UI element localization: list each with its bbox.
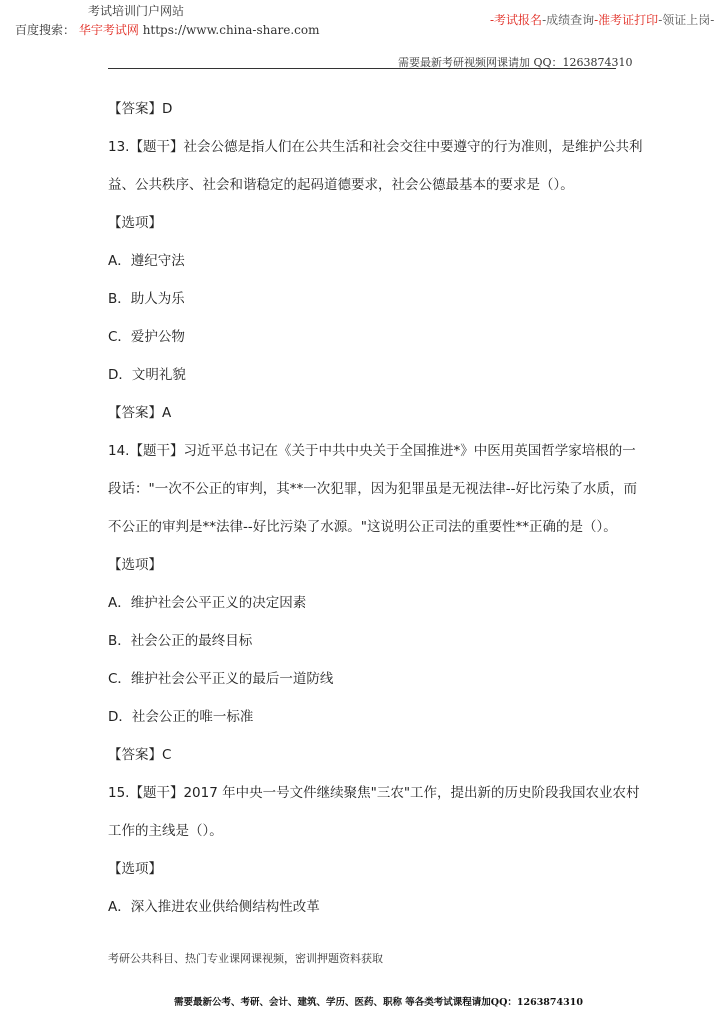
question-14-stem-line-2: 段话："一次不公正的审判，其**一次犯罪，因为犯罪虽是无视法律--好比污染了水质，而 (108, 481, 637, 497)
options-heading-13: 【选项】 (108, 215, 162, 231)
question-14-stem-line-1: 14.【题干】习近平总书记在《关于中共中央关于全国推进*》中医用英国哲学家培根的一 (108, 443, 636, 459)
answer-13: 【答案】A (108, 405, 172, 421)
header-divider (108, 68, 616, 69)
option-13-b: B．助人为乐 (108, 291, 185, 307)
option-13-d: D．文明礼貌 (108, 367, 186, 383)
option-13-c: C．爱护公物 (108, 329, 185, 345)
question-14-stem-line-3: 不公正的审判是**法律--好比污染了水源。"这说明公正司法的重要性**正确的是（）。 (108, 519, 617, 535)
search-url[interactable]: https://www.china-share.com (142, 23, 320, 37)
option-14-c: C．维护社会公平正义的最后一道防线 (108, 671, 334, 687)
options-heading-15: 【选项】 (108, 861, 162, 877)
search-brand[interactable]: 华宇考试网 (78, 23, 139, 37)
nav-link-admission-ticket[interactable]: -准考证打印 (594, 13, 659, 27)
answer-12: 【答案】D (108, 101, 173, 117)
nav-link-certificate[interactable]: -领证上岗- (658, 13, 715, 27)
question-15-stem-line-1: 15.【题干】2017 年中央一号文件继续聚焦"三农"工作，提出新的历史阶段我国农业农村 (108, 785, 640, 801)
option-14-b: B．社会公正的最终目标 (108, 633, 253, 649)
header-qq-notice: 需要最新考研视频网课请加 QQ：1263874310 (398, 56, 633, 69)
option-15-a: A．深入推进农业供给侧结构性改革 (108, 899, 320, 915)
option-14-a: A．维护社会公平正义的决定因素 (108, 595, 307, 611)
question-13-stem-line-1: 13.【题干】社会公德是指人们在公共生活和社会交往中要遵守的行为准则，是维护公共利 (108, 139, 643, 155)
search-hint (15, 21, 319, 38)
search-label: 百度搜索： (15, 23, 76, 37)
site-tagline: 考试培训门户网站 (88, 4, 185, 18)
options-heading-14: 【选项】 (108, 557, 162, 573)
nav-link-exam-registration[interactable]: -考试报名 (490, 13, 543, 27)
question-15-stem-line-2: 工作的主线是（）。 (108, 823, 223, 839)
nav-link-score-query[interactable]: -成绩查询 (542, 13, 595, 27)
question-13-stem-line-2: 益、公共秩序、社会和谐稳定的起码道德要求，社会公德最基本的要求是（）。 (108, 177, 574, 193)
option-13-a: A．遵纪守法 (108, 253, 185, 269)
option-14-d: D．社会公正的唯一标准 (108, 709, 254, 725)
header-nav-links (490, 11, 714, 28)
footer-promo: 考研公共科目、热门专业课网课视频，密训押题资料获取 (108, 952, 383, 965)
answer-14: 【答案】C (108, 747, 172, 763)
footer-contact: 需要最新公考、考研、会计、建筑、学历、医药、职称 等各类考试课程请加QQ：1263874310 (174, 997, 583, 1008)
